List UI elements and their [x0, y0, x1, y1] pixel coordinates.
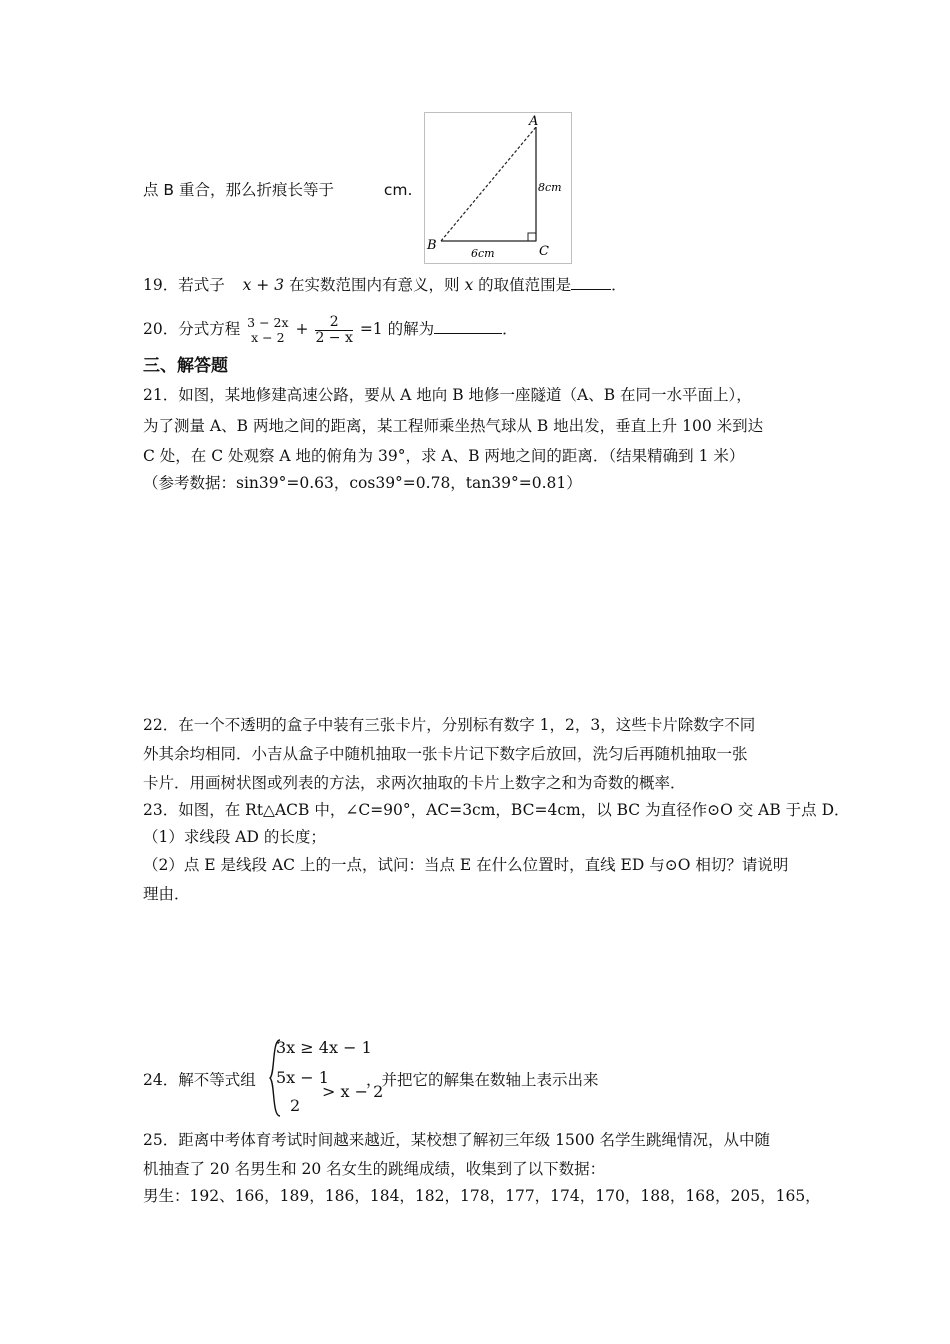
q19-var: x: [464, 276, 474, 294]
q20-frac1-denominator: x − 2: [251, 330, 285, 345]
section-3-heading: 三、解答题: [143, 356, 228, 376]
hypotenuse-ab: [441, 127, 536, 241]
q20-fraction-1: [247, 315, 288, 345]
q18-unit: cm.: [383, 181, 413, 199]
q22-line-2: 外其余均相同．小吉从盒子中随机抽取一张卡片记下数字后放回，洗匀后再随机抽取一张: [143, 745, 748, 763]
q23-line-4: 理由．: [143, 885, 190, 903]
q21-line-2: 为了测量 A、B 两地之间的距离，某工程师乘坐热气球从 B 地出发，垂直上升 100 米到达: [143, 417, 764, 435]
q23-line-3: （2）点 E 是线段 AC 上的一点，试问：当点 E 在什么位置时，直线 ED 与⊙O 相切？请说明: [143, 856, 789, 874]
label-a: A: [529, 114, 539, 129]
q20-frac2-denominator: 2 − x: [315, 329, 353, 346]
q20-answer-blank[interactable]: [434, 319, 502, 334]
triangle-diagram: [425, 113, 571, 263]
right-angle-mark: [528, 233, 536, 241]
label-c: C: [539, 244, 549, 259]
q19-suffix: 的取值范围是: [478, 276, 572, 294]
q24-ineq-2-numerator: 5x − 1: [276, 1068, 329, 1087]
q18-text: 点 B 重合，那么折痕长等于: [143, 181, 334, 199]
q24-ineq-1: 3x ≥ 4x − 1: [276, 1038, 372, 1057]
q19-mid: 在实数范围内有意义，则: [289, 276, 460, 294]
q24-prefix: 24．解不等式组: [143, 1071, 256, 1089]
q22-line-3: 卡片．用画树状图或列表的方法，求两次抽取的卡片上数字之和为奇数的概率．: [143, 774, 686, 792]
q25-line-3: 男生：192、166，189，186，184，182，178，177，174，170，188，168，205，165，: [143, 1187, 821, 1205]
q18-line: [143, 180, 412, 200]
q20-fraction-2: [315, 315, 352, 346]
label-b: B: [427, 238, 437, 253]
label-side-bc: 6cm: [471, 247, 495, 260]
q24-ineq-2-rhs: > x − 2: [322, 1082, 384, 1101]
q20-suffix: =1 的解为: [359, 320, 435, 338]
q19-prefix: 19．若式子: [143, 276, 225, 294]
q25-line-2: 机抽查了 20 名男生和 20 名女生的跳绳成绩，收集到了以下数据：: [143, 1160, 606, 1178]
q23-line-1: 23．如图，在 Rt△ACB 中，∠C=90°，AC=3cm，BC=4cm，以 BC 为直径作⊙O 交 AB 于点 D．: [143, 801, 850, 819]
q20-line: 20．分式方程 3 − 2x x − 2 + $\frac{2}{2 - x}$ =1 的解为 ．: [143, 313, 518, 346]
q25-line-1: 25．距离中考体育考试时间越来越近，某校想了解初三年级 1500 名学生跳绳情况，从中随: [143, 1131, 771, 1149]
q21-line-1: 21．如图，某地修建高速公路，要从 A 地向 B 地修一座隧道（A、B 在同一水平面上），: [143, 386, 752, 404]
q21-line-4: （参考数据：sin39°=0.63，cos39°=0.78，tan39°=0.81）: [143, 474, 582, 492]
label-side-ac: 8cm: [538, 181, 562, 194]
q20-prefix: 20．分式方程: [143, 320, 241, 338]
q19-answer-blank[interactable]: [571, 275, 611, 290]
q23-line-2: （1）求线段 AD 的长度；: [143, 828, 326, 846]
q19-expr: x + 3: [242, 276, 285, 294]
q20-frac1-numerator: 3 − 2x: [247, 315, 289, 330]
q21-line-3: C 处，在 C 处观察 A 地的俯角为 39°，求 A、B 两地之间的距离．（结果精确到 1 米）: [143, 447, 745, 465]
q20-frac2-numerator: 2: [329, 313, 339, 330]
q20-plus: +: [295, 320, 309, 338]
triangle-figure: [424, 112, 572, 264]
q24-suffix: ，并把它的解集在数轴上表示出来: [366, 1071, 599, 1089]
q19-line: 19．若式子 x + 3 在实数范围内有意义，则 x 的取值范围是 ．: [143, 276, 627, 294]
q24-ineq-2-denominator: 2: [290, 1096, 301, 1115]
q22-line-1: 22．在一个不透明的盒子中装有三张卡片，分别标有数字 1，2，3，这些卡片除数字不同: [143, 716, 756, 734]
